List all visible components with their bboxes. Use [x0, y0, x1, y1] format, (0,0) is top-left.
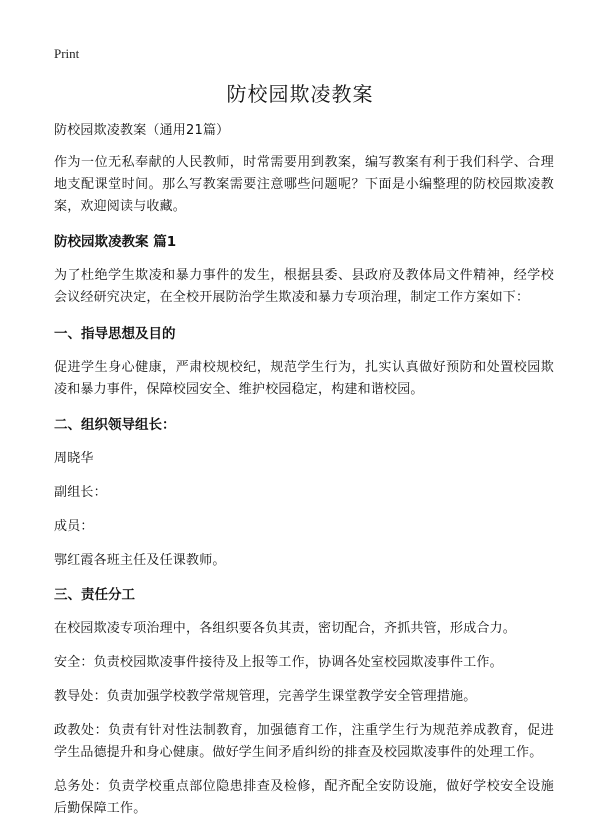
print-link[interactable]: Print: [54, 46, 80, 61]
paragraph-political-office: 政教处：负责有针对性法制教育，加强德育工作，注重学生行为规范养成教育，促进学生品德提升和身心健康。做好学生间矛盾纠纷的排查及校园欺凌事件的处理工作。: [54, 723, 554, 760]
paragraph-purpose-intro: 为了杜绝学生欺凌和暴力事件的发生，根据县委、县政府及教体局文件精神，经学校会议经研究决定，在全校开展防治学生欺凌和暴力专项治理，制定工作方案如下：: [54, 268, 554, 305]
paragraph-responsibility-overview: 在校园欺凌专项治理中，各组织要各负其责，密切配合，齐抓共管，形成合力。: [54, 621, 517, 636]
heading-guiding-thought: 一、指导思想及目的: [54, 326, 176, 342]
heading-organization: 二、组织领导组长：: [54, 417, 176, 433]
paragraph-guiding-thought: 促进学生身心健康，严肃校规校纪，规范学生行为，扎实认真做好预防和处置校园欺凌和暴力事件，保障校园安全、维护校园稳定，构建和谐校园。: [54, 360, 554, 397]
document-body: [54, 120, 554, 820]
leader-name: 周晓华: [54, 451, 94, 466]
paragraph-teaching-office: 教导处：负责加强学校教学常规管理，完善学生课堂教学安全管理措施。: [54, 689, 477, 704]
intro-paragraph: 作为一位无私奉献的人民教师，时常需要用到教案，编写教案有利于我们科学、合理地支配课堂时间。那么写教案需要注意哪些问题呢？下面是小编整理的防校园欺凌教案，欢迎阅读与收藏。: [54, 155, 554, 214]
document-subtitle: 防校园欺凌教案（通用21篇）: [54, 123, 230, 138]
paragraph-safety: 安全：负责校园欺凌事件接待及上报等工作，协调各处室校园欺凌事件工作。: [54, 655, 503, 670]
page-title: 防校园欺凌教案: [226, 82, 374, 106]
members-label: 成员：: [54, 519, 94, 534]
section-heading: 防校园欺凌教案 篇1: [54, 234, 177, 250]
paragraph-general-affairs: 总务处：负责学校重点部位隐患排查及检修，配齐配全安防设施，做好学校安全设施后勤保障工作。: [54, 779, 554, 816]
heading-responsibilities: 三、责任分工: [54, 587, 135, 603]
members-detail: 鄂红霞各班主任及任课教师。: [54, 553, 226, 568]
deputy-label: 副组长：: [54, 485, 107, 500]
